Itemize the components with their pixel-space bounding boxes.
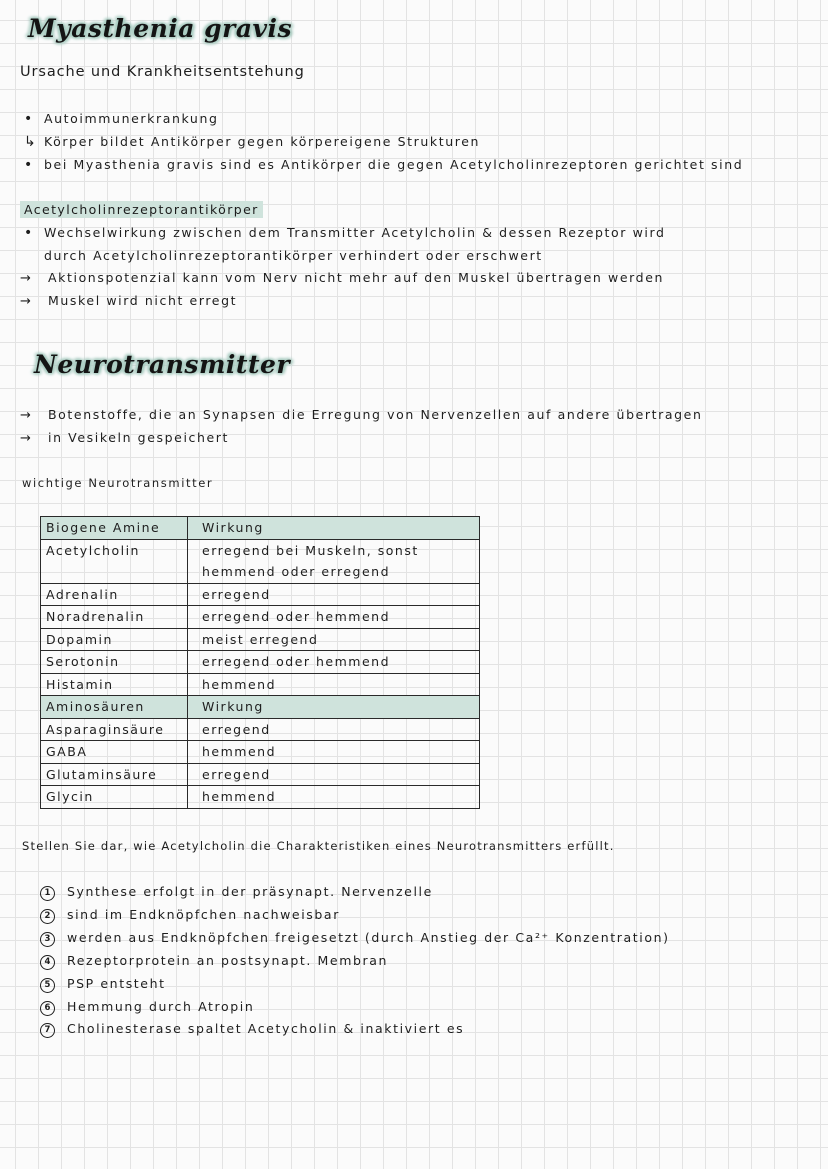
number-badge: 5 [40,978,55,993]
table-header-cell: Wirkung [188,517,480,540]
list-item: • bei Myasthenia gravis sind es Antikörper die gegen Acetylcholinrezeptoren gerichtet sind [24,157,744,173]
list-item: • Autoimmunerkrankung [24,111,219,127]
list-item: ↳ Körper bildet Antikörper gegen körpereigene Strukturen [24,134,481,150]
list-item-continuation: durch Acetylcholinrezeptorantikörper verhindert oder erschwert [44,248,543,263]
list-item: → Aktionspotenzial kann vom Nerv nicht mehr auf den Muskel übertragen werden [20,270,665,286]
answer-item: 6 Hemmung durch Atropin [40,999,254,1016]
arrow-right-icon: → [20,431,33,446]
list-item: • Wechselwirkung zwischen dem Transmitter Acetylcholin & dessen Rezeptor wird [24,225,666,241]
heading-neurotransmitter: Neurotransmitter [34,350,291,379]
number-badge: 7 [40,1023,55,1038]
arrow-return-icon: ↳ [24,134,38,150]
list-item: → Muskel wird nicht erregt [20,293,238,309]
number-badge: 6 [40,1001,55,1016]
arrow-right-icon: → [20,271,33,286]
section-title-antikoerper: Acetylcholinrezeptorantikörper [20,201,263,218]
table-row: Adrenalin erregend [41,583,480,606]
arrow-right-icon: → [20,408,33,423]
number-badge: 2 [40,909,55,924]
table-header-cell: Aminosäuren [41,696,188,719]
table-row: GABA hemmend [41,741,480,764]
table-row: Glutaminsäure erregend [41,763,480,786]
bullet-icon: • [24,111,34,127]
table-header-cell: Biogene Amine [41,517,188,540]
number-badge: 1 [40,886,55,901]
answer-item: 5 PSP entsteht [40,976,166,993]
number-badge: 3 [40,932,55,947]
task-prompt: Stellen Sie dar, wie Acetylcholin die Charakteristiken eines Neurotransmitters erfüllt. [22,839,615,853]
bullet-icon: • [24,225,34,241]
page-title: Myasthenia gravis [28,14,293,43]
answer-item: 7 Cholinesterase spaltet Acetycholin & inaktiviert es [40,1021,464,1038]
section-title-ursache: Ursache und Krankheitsentstehung [20,64,305,80]
number-badge: 4 [40,955,55,970]
table-row: Noradrenalin erregend oder hemmend [41,606,480,629]
table-row: Glycin hemmend [41,786,480,809]
answer-item: 3 werden aus Endknöpfchen freigesetzt (durch Anstieg der Ca²⁺ Konzentration) [40,930,670,947]
answer-item: 2 sind im Endknöpfchen nachweisbar [40,907,340,924]
table-row: hemmend oder erregend [41,561,480,583]
answer-item: 4 Rezeptorprotein an postsynapt. Membran [40,953,388,970]
table-header-row [41,517,480,540]
list-item: → in Vesikeln gespeichert [20,430,230,446]
bullet-icon: • [24,157,34,173]
list-item: → Botenstoffe, die an Synapsen die Erregung von Nervenzellen auf andere übertragen [20,407,703,423]
table-row: Dopamin meist erregend [41,628,480,651]
table-row: Acetylcholin erregend bei Muskeln, sonst [41,539,480,561]
arrow-right-icon: → [20,294,33,309]
neurotransmitter-table [40,516,480,809]
table-caption: wichtige Neurotransmitter [22,476,214,490]
table-row: Serotonin erregend oder hemmend [41,651,480,674]
table-row: Asparaginsäure erregend [41,718,480,741]
table-row: Histamin hemmend [41,673,480,696]
table-header-cell: Wirkung [188,696,480,719]
table-header-row [41,696,480,719]
answer-item: 1 Synthese erfolgt in der präsynapt. Nervenzelle [40,884,433,901]
